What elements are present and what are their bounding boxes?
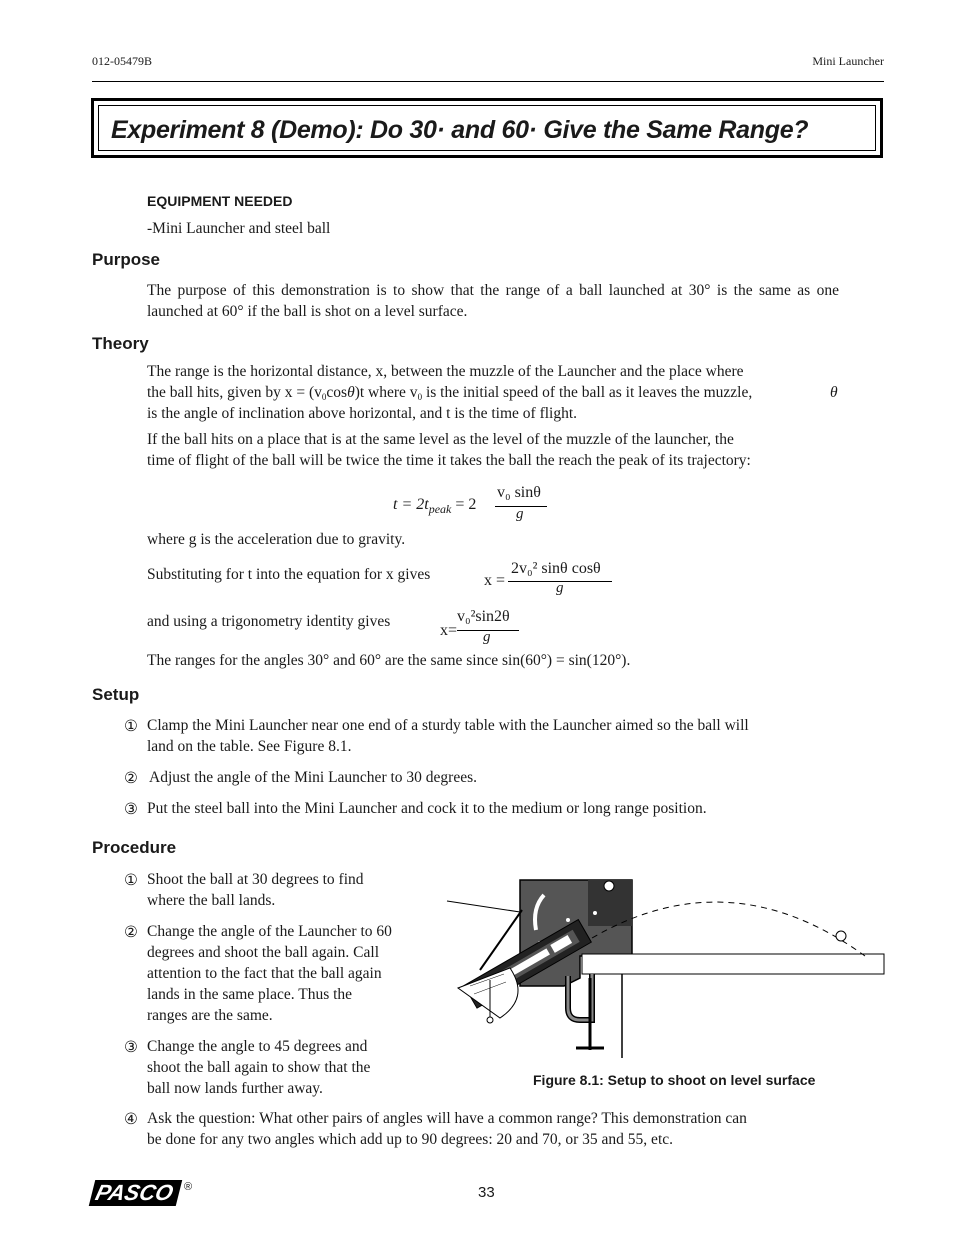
setup-step-3-number: ③ <box>124 801 138 818</box>
ball-trajectory <box>592 902 865 956</box>
theta-symbol: θ <box>830 384 838 401</box>
equation1-fraction: v₀ sinθ g <box>495 484 547 524</box>
equation2-fraction: 2v₀² sinθ cosθ g <box>508 560 612 600</box>
title-box <box>91 98 883 158</box>
equation-time-of-flight: $t = 2t_{peak} = 2$ <box>393 496 477 517</box>
setup-step-3-text: Put the steel ball into the Mini Launcher and cock it to the medium or long range position. <box>147 800 707 817</box>
setup-step-2-text: Adjust the angle of the Mini Launcher to 30 degrees. <box>149 769 477 786</box>
substituting-text: Substituting for t into the equation for x gives <box>147 566 431 583</box>
theory-heading: Theory <box>92 334 149 353</box>
equation3-fraction: v₀²sin2θ g <box>457 608 519 648</box>
conclusion-text: The ranges for the angles 30° and 60° are the same since sin(60°) = sin(120°). <box>147 652 631 669</box>
figure-pointer-line <box>447 901 520 912</box>
registered-mark: ® <box>184 1181 193 1193</box>
procedure-step-3-line3: ball now lands further away. <box>147 1080 323 1097</box>
theory-p1-line3: is the angle of inclination above horizontal, and t is the time of flight. <box>147 405 578 422</box>
trig-identity-text: and using a trigonometry identity gives <box>147 613 391 630</box>
procedure-step-2-line4: lands in the same place. Thus the <box>147 986 353 1003</box>
product-name: Mini Launcher <box>812 54 884 68</box>
procedure-step-2-number: ② <box>124 924 138 941</box>
procedure-step-3-number: ③ <box>124 1039 138 1056</box>
pasco-logo: PASCO <box>92 1180 179 1206</box>
where-g-text: where g is the acceleration due to gravity. <box>147 531 406 548</box>
procedure-step-2-line2: degrees and shoot the ball again. Call <box>147 944 380 961</box>
page-title: Experiment 8 (Demo): Do 30· and 60· Give the Same Range? <box>111 116 809 144</box>
equation2-lhs: x = <box>484 572 506 589</box>
page-number: 33 <box>478 1184 495 1201</box>
purpose-text: The purpose of this demonstration is to show that the range of a ball launched at 30° is the same as one launched at 60° if the ball is shot on a level surface. <box>147 282 839 320</box>
procedure-step-2-line5: ranges are the same. <box>147 1007 273 1024</box>
header-rule <box>92 81 884 82</box>
setup-step-2-number: ② <box>124 770 138 787</box>
procedure-step-4-line2: be done for any two angles which add up to 90 degrees: 20 and 70, or 35 and 55, etc. <box>147 1131 674 1148</box>
procedure-step-2-line1: Change the angle of the Launcher to 60 <box>147 923 392 940</box>
procedure-heading: Procedure <box>92 838 177 857</box>
theory-p2-line1: If the ball hits on a place that is at the same level as the level of the muzzle of the launcher, the <box>147 431 734 448</box>
procedure-step-2-line3: attention to the fact that the ball again <box>147 965 382 982</box>
theory-p1-line1: The range is the horizontal distance, x, between the muzzle of the Launcher and the place where <box>147 363 744 380</box>
theory-p1-line2: the ball hits, given by $x = (v_0\cos\theta)t$ where $v_0$ is the initial speed of the ball as it leaves the muzzle, <box>147 384 753 402</box>
purpose-heading: Purpose <box>92 250 161 269</box>
procedure-step-4-number: ④ <box>124 1111 138 1128</box>
procedure-step-1-line2: where the ball lands. <box>147 892 276 909</box>
procedure-step-1-number: ① <box>124 872 138 889</box>
procedure-step-3-line2: shoot the ball again to show that the <box>147 1059 371 1076</box>
equation3-lhs: x= <box>440 622 458 639</box>
setup-heading: Setup <box>92 685 140 704</box>
table-top <box>582 954 884 974</box>
setup-step-1-line2: land on the table. See Figure 8.1. <box>147 738 352 755</box>
procedure-step-3-line1: Change the angle to 45 degrees and <box>147 1038 368 1055</box>
steel-ball <box>836 931 846 941</box>
figure-caption: Figure 8.1: Setup to shoot on level surface <box>533 1072 816 1088</box>
procedure-step-4-line1: Ask the question: What other pairs of angles will have a common range? This demonstration can <box>147 1110 747 1127</box>
setup-step-1-number: ① <box>124 718 138 735</box>
equipment-heading: EQUIPMENT NEEDED <box>147 193 293 209</box>
theory-p2-line2: time of flight of the ball will be twice the time it takes the ball the reach the peak of its trajectory: <box>147 452 751 469</box>
procedure-step-1-line1: Shoot the ball at 30 degrees to find <box>147 871 364 888</box>
document-number: 012-05479B <box>92 54 152 68</box>
setup-step-1-line1: Clamp the Mini Launcher near one end of a sturdy table with the Launcher aimed so the ball will <box>147 717 749 734</box>
title-inner-border <box>98 105 876 151</box>
equipment-item: -Mini Launcher and steel ball <box>147 220 331 237</box>
launcher-setup-figure <box>440 868 886 1064</box>
